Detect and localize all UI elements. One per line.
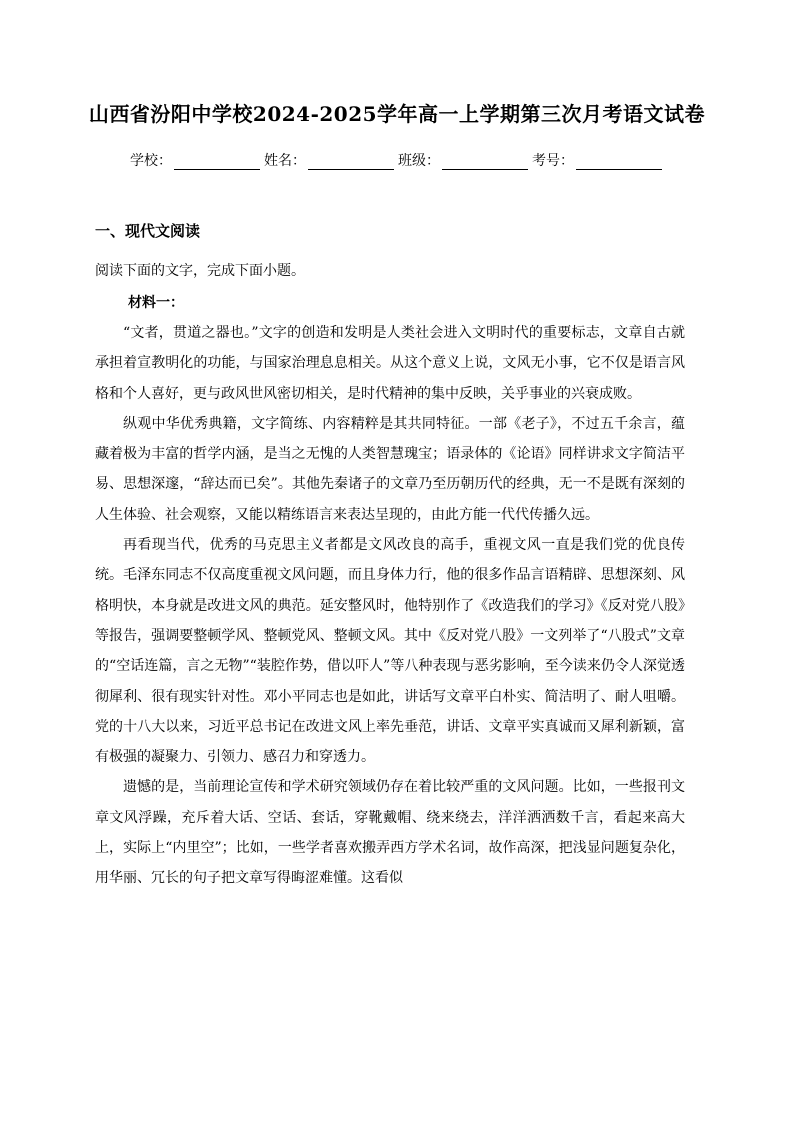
section-heading: 一、现代文阅读 — [95, 222, 201, 240]
class-label: 班级： — [398, 153, 440, 169]
name-label: 姓名： — [264, 153, 306, 169]
school-blank[interactable] — [174, 153, 260, 170]
school-field — [130, 150, 262, 170]
material-label: 材料一： — [128, 295, 184, 311]
exam-title: 山西省汾阳中学校2024-2025学年高一上学期第三次月考语文试卷 — [88, 102, 706, 126]
passage-paragraph: 纵观中华优秀典籍，文字简练、内容精粹是其共同特征。一部《老子》，不过五千余言，蕴藏着极为丰富的哲学内涵，是当之无愧的人类智慧瑰宝；语录体的《论语》同样讲求文字简洁平易、思想深邃，“辞达而已矣”。其他先秦诸子的文章乃至历朝历代的经典，无一不是既有深刻的人生体验、社会观察，又能以精练语言来表达呈现的，由此方能一代代传播久远。 — [95, 415, 685, 523]
passage-paragraph: “文者，贯道之器也。”文字的创造和发明是人类社会进入文明时代的重要标志，文章自古就承担着宣教明化的功能，与国家治理息息相关。从这个意义上说，文风无小事，它不仅是语言风格和个人喜好，更与政风世风密切相关，是时代精神的集中反映，关乎事业的兴衰成败。 — [95, 325, 685, 402]
class-blank[interactable] — [442, 153, 528, 170]
exam-no-label: 考号： — [532, 153, 574, 169]
exam-no-blank[interactable] — [576, 153, 662, 170]
school-label: 学校： — [130, 153, 172, 169]
class-field — [398, 150, 530, 170]
student-info-row — [0, 150, 794, 170]
passage-paragraph: 遗憾的是，当前理论宣传和学术研究领域仍存在着比较严重的文风问题。比如，一些报刊文章文风浮躁，充斥着大话、空话、套话，穿靴戴帽、绕来绕去，洋洋洒洒数千言，看起来高大上，实际上“内里空”；比如，一些学者喜欢搬弄西方学术名词，故作高深，把浅显问题复杂化，用华丽、冗长的句子把文章写得晦涩难懂。这看似 — [95, 779, 685, 887]
passage-body — [95, 318, 685, 894]
name-blank[interactable] — [308, 153, 394, 170]
reading-instruction: 阅读下面的文字，完成下面小题。 — [95, 263, 305, 279]
name-field — [264, 150, 396, 170]
exam-no-field — [532, 150, 664, 170]
passage-paragraph: 再看现当代，优秀的马克思主义者都是文风改良的高手，重视文风一直是我们党的优良传统。毛泽东同志不仅高度重视文风问题，而且身体力行，他的很多作品言语精辟、思想深刻、风格明快，本身就是改进文风的典范。延安整风时，他特别作了《改造我们的学习》《反对党八股》等报告，强调要整顿学风、整顿党风、整顿文风。其中《反对党八股》一文列举了“八股式”文章的“空话连篇，言之无物”“装腔作势，借以吓人”等八种表现与恶劣影响，至今读来仍令人深觉透彻犀利、很有现实针对性。邓小平同志也是如此，讲话写文章平白朴实、简洁明了、耐人咀嚼。党的十八大以来，习近平总书记在改进文风上率先垂范，讲话、文章平实真诚而又犀利新颖，富有极强的凝聚力、引领力、感召力和穿透力。 — [95, 537, 685, 766]
